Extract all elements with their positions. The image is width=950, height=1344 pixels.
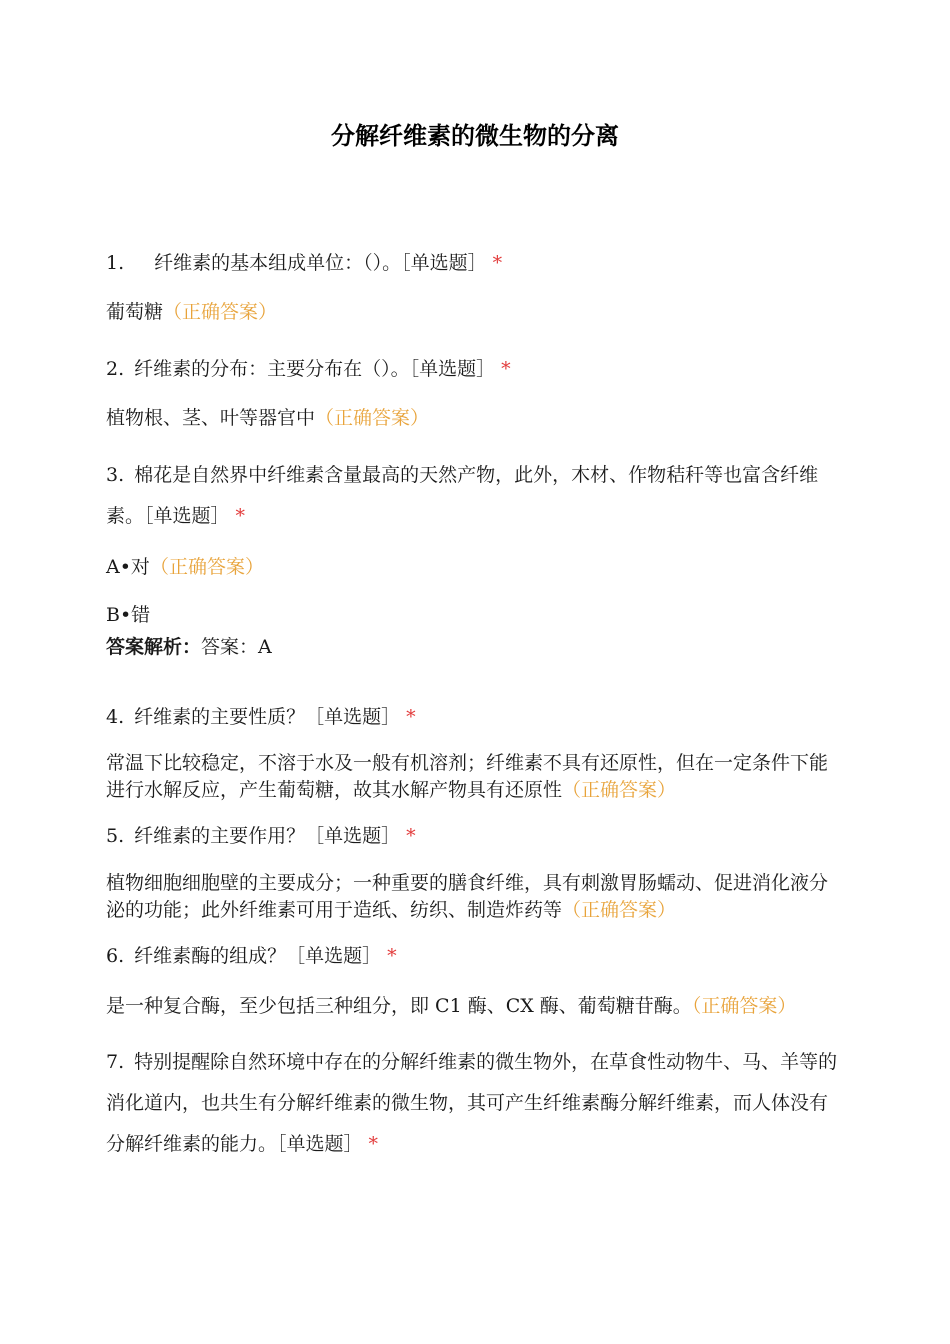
required-mark: * (387, 945, 397, 967)
question-text: 纤维素的主要作用？［单选题］ (134, 825, 401, 847)
required-mark: * (501, 358, 511, 380)
question-text: 纤维素的主要性质？［单选题］ (134, 706, 401, 728)
answer-text: 植物细胞细胞壁的主要成分；一种重要的膳食纤维，具有刺激胃肠蠕动、促进消化液分泌的功能；此外纤维素可用于造纸、纺织、制造炸药等 (106, 872, 829, 921)
question-3 (106, 455, 846, 537)
answer-1 (106, 292, 846, 333)
option-label: A•对 (106, 556, 150, 578)
option-label: B•错 (106, 604, 151, 626)
correct-answer-label: （正确答案） (315, 407, 430, 429)
question-number: 3. (106, 464, 125, 486)
question-7 (106, 1042, 846, 1165)
option-a (106, 547, 846, 588)
question-2 (106, 349, 846, 390)
answer-text: 是一种复合酶，至少包括三种组分，即 C1 酶、CX 酶、葡萄糖苷酶。 (106, 995, 692, 1017)
answer-4 (106, 750, 846, 804)
question-1 (106, 243, 846, 284)
answer-text: 葡萄糖 (106, 301, 164, 323)
question-6 (106, 936, 846, 977)
required-mark: * (406, 825, 416, 847)
required-mark: * (235, 505, 246, 527)
answer-6 (106, 986, 846, 1027)
answer-2 (106, 398, 846, 439)
answer-analysis (106, 627, 846, 668)
answer-5 (106, 870, 846, 924)
question-number: 7. (106, 1051, 125, 1073)
analysis-label: 答案解析： (106, 636, 202, 658)
question-number: 1. (106, 252, 125, 274)
question-text: 棉花是自然界中纤维素含量最高的天然产物，此外，木材、作物秸秆等也富含纤维素。［单选题］ (106, 464, 819, 527)
correct-answer-label: （正确答案） (149, 556, 264, 578)
analysis-text: 答案：A (201, 636, 272, 658)
question-number: 5. (106, 825, 125, 847)
question-number: 4. (106, 706, 125, 728)
question-4 (106, 697, 846, 738)
question-5 (106, 816, 846, 857)
correct-answer-label: （正确答案） (163, 301, 278, 323)
correct-answer-label: （正确答案） (691, 995, 797, 1017)
correct-answer-label: （正确答案） (562, 899, 677, 921)
required-mark: * (368, 1133, 379, 1155)
question-text: 纤维素的基本组成单位：（）。［单选题］ (154, 252, 487, 274)
answer-text: 常温下比较稳定，不溶于水及一般有机溶剂；纤维素不具有还原性，但在一定条件下能进行水解反应，产生葡萄糖，故其水解产物具有还原性 (106, 752, 829, 801)
required-mark: * (406, 706, 416, 728)
question-text: 纤维素的分布：主要分布在（）。［单选题］ (134, 358, 496, 380)
required-mark: * (492, 252, 503, 274)
question-text: 特别提醒除自然环境中存在的分解纤维素的微生物外，在草食性动物牛、马、羊等的消化道内，也共生有分解纤维素的微生物，其可产生纤维素酶分解纤维素，而人体没有分解纤维素的能力。［单选题］ (106, 1051, 838, 1155)
question-text: 纤维素酶的组成？［单选题］ (134, 945, 382, 967)
question-number: 6. (106, 945, 125, 967)
question-number: 2. (106, 358, 125, 380)
correct-answer-label: （正确答案） (562, 779, 677, 801)
page-title: 分解纤维素的微生物的分离 (331, 122, 619, 150)
answer-text: 植物根、茎、叶等器官中 (106, 407, 316, 429)
